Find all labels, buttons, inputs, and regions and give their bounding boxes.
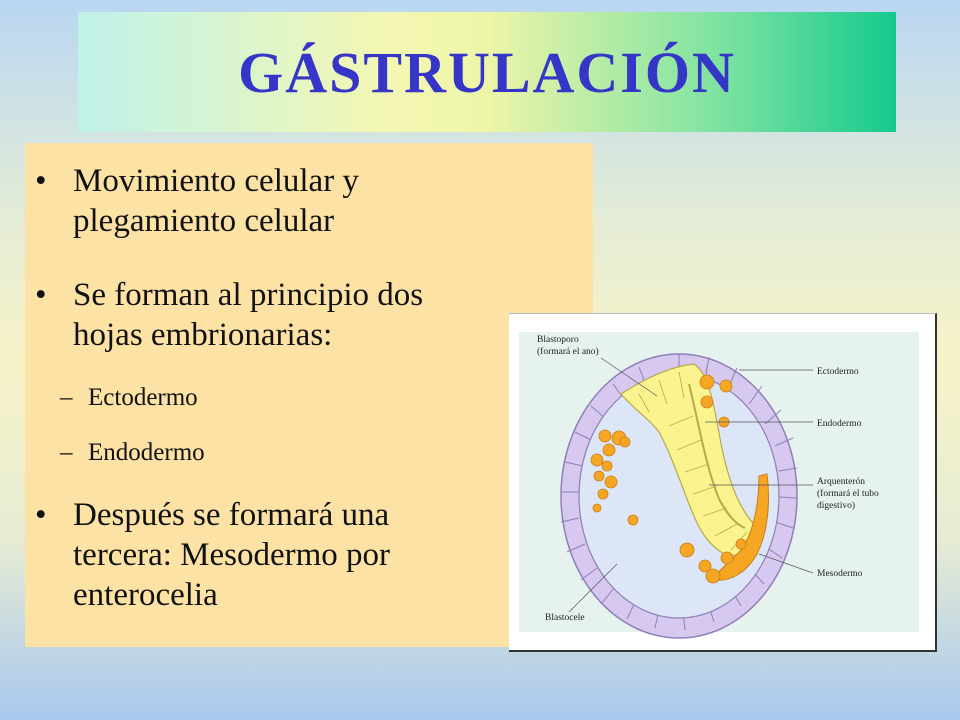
bullet-text-line: hojas embrionarias: <box>73 317 333 353</box>
label-endodermo: Endodermo <box>817 419 862 429</box>
label-blastoporo: Blastoporo <box>537 335 579 345</box>
bullet-text-line: tercera: Mesodermo por <box>73 537 391 573</box>
bullet-text-line: plegamiento celular <box>73 203 335 239</box>
bullet-item <box>35 161 543 241</box>
sub-bullet-text: Endodermo <box>88 439 205 466</box>
label-arquenteron-note2: digestivo) <box>817 501 855 511</box>
sub-bullet-item <box>60 383 198 413</box>
bullet-list <box>25 143 593 647</box>
bullet-dot: • <box>35 163 47 199</box>
bullet-text-line: Después se formará una <box>73 497 390 533</box>
gastrulation-figure <box>509 313 937 652</box>
text-panel <box>25 143 593 647</box>
bullet-text-line: enterocelia <box>73 577 218 613</box>
label-blastoporo-note: (formará el ano) <box>537 347 599 357</box>
bullet-item <box>35 275 543 355</box>
label-arquenteron: Arquenterón <box>817 477 866 487</box>
label-arquenteron-note: (formará el tubo <box>817 489 879 499</box>
bullet-dot: • <box>35 277 47 313</box>
bullet-text-line: Movimiento celular y <box>73 163 359 199</box>
label-blastocele: Blastocele <box>545 613 585 623</box>
sub-bullet-item <box>60 438 205 468</box>
bullet-dot: • <box>35 497 47 533</box>
gastrula-diagram <box>509 314 935 650</box>
sub-bullet-dash: – <box>60 384 73 411</box>
sub-bullet-text: Ectodermo <box>88 384 198 411</box>
sub-bullet-dash: – <box>60 439 73 466</box>
slide-title: GÁSTRULACIÓN <box>238 39 736 105</box>
title-banner <box>78 12 896 132</box>
bullet-text-line: Se forman al principio dos <box>73 277 424 313</box>
label-mesodermo: Mesodermo <box>817 569 863 579</box>
bullet-item <box>35 495 543 615</box>
label-ectodermo: Ectodermo <box>817 367 859 377</box>
